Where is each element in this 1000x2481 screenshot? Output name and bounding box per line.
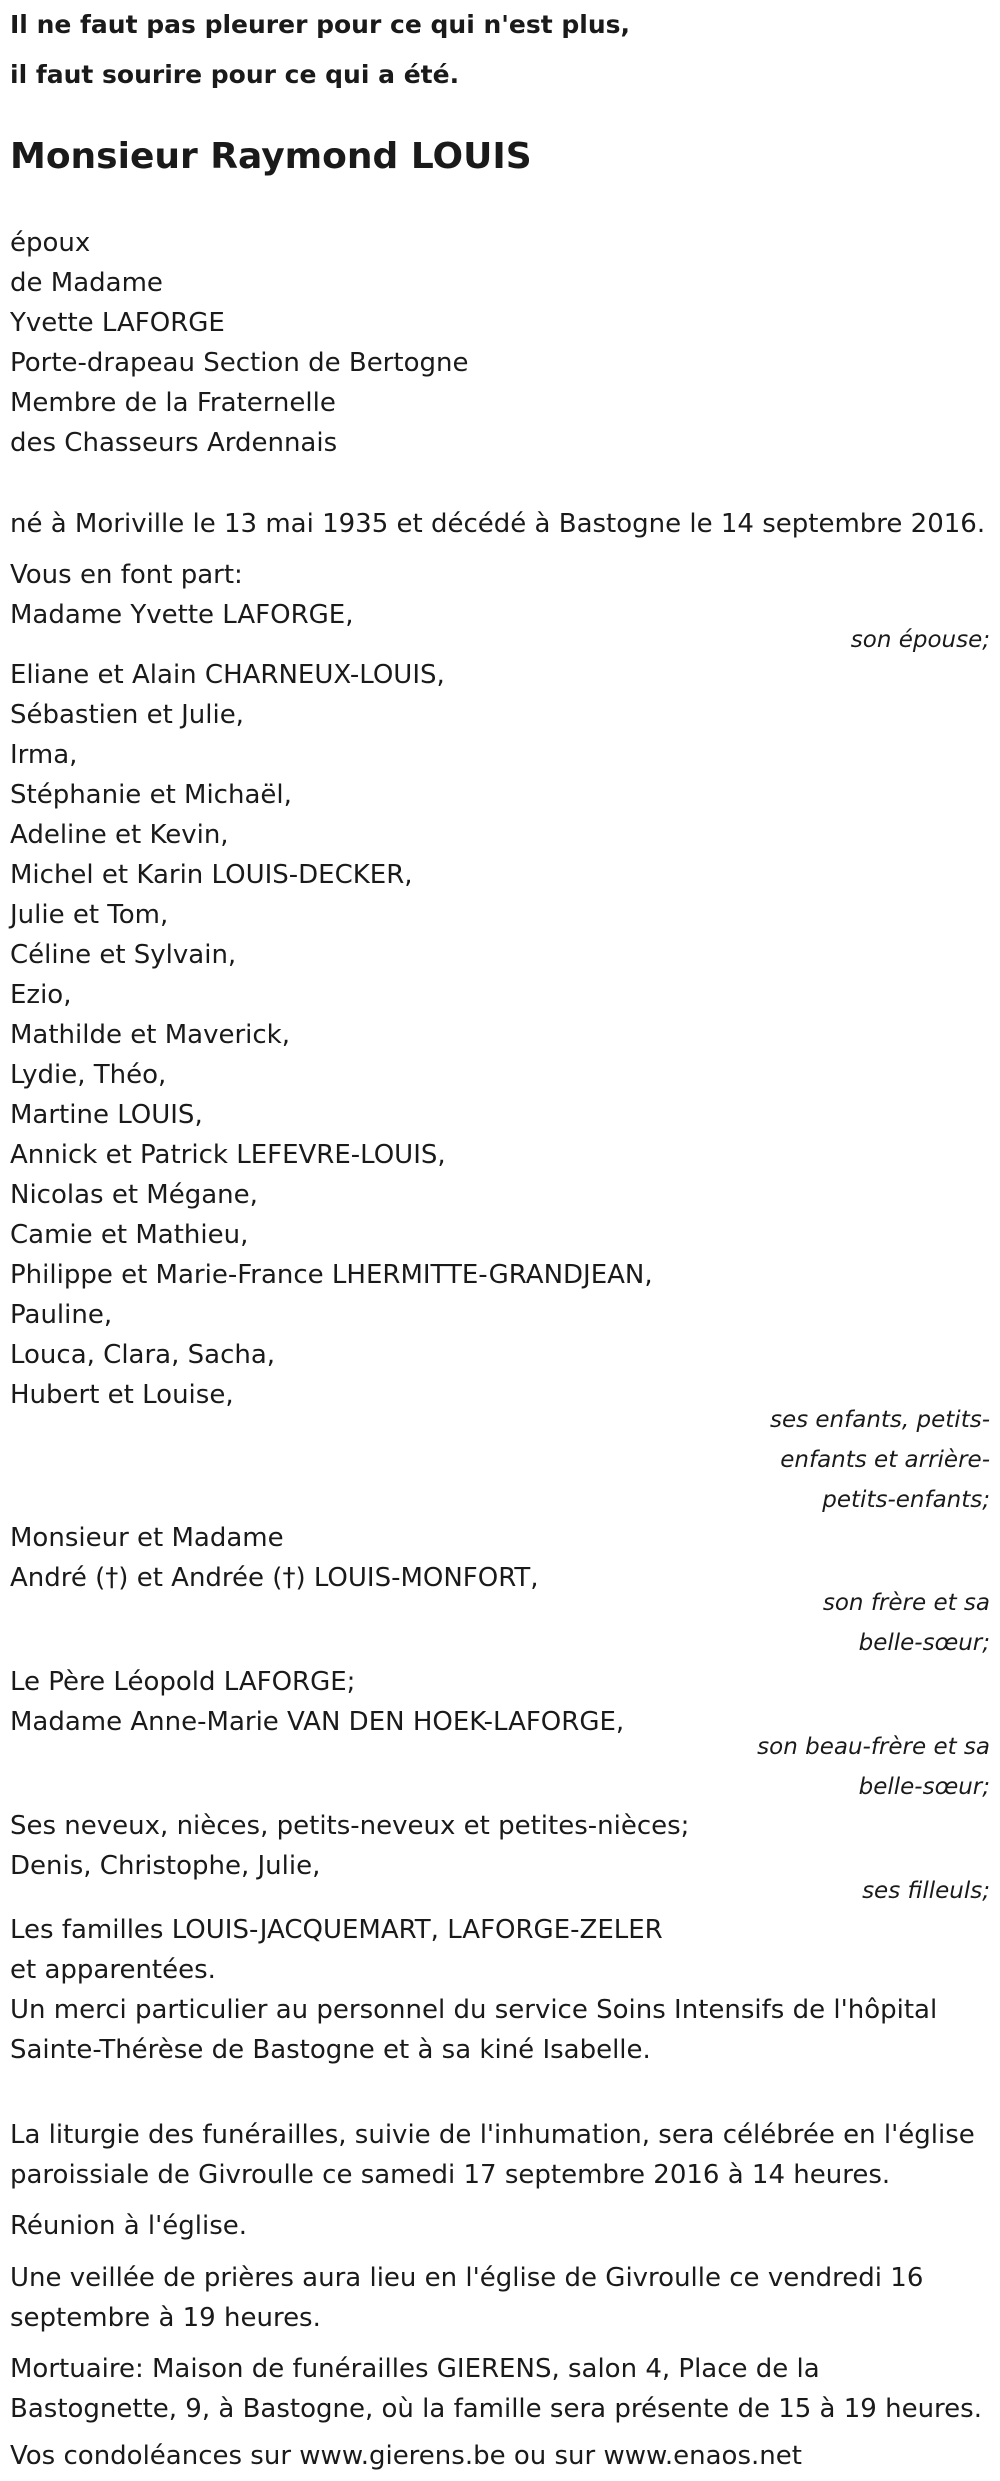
child-line: Lydie, Théo, <box>10 1060 167 1090</box>
reunion-line: Réunion à l'église. <box>10 2211 248 2241</box>
epitaph-line: il faut sourire pour ce qui a été. <box>10 60 460 89</box>
children-role: ses enfants, petits- <box>769 1407 990 1433</box>
condolences-line[interactable]: Vos condoléances sur www.gierens.be ou sur www.enaos.net <box>10 2441 802 2471</box>
child-line: Stéphanie et Michaël, <box>10 780 292 810</box>
inlaws-role: belle-sœur; <box>858 1774 990 1800</box>
child-line: Annick et Patrick LEFEVRE-LOUIS, <box>10 1140 446 1170</box>
child-line: Nicolas et Mégane, <box>10 1180 258 1210</box>
liturgy-line: paroissiale de Givroulle ce samedi 17 septembre 2016 à 14 heures. <box>10 2160 891 2190</box>
child-line: Adeline et Kevin, <box>10 820 229 850</box>
inlaw-line: Madame Anne-Marie VAN DEN HOEK-LAFORGE, <box>10 1707 625 1737</box>
children-role: petits-enfants; <box>822 1487 990 1513</box>
inlaw-line: Le Père Léopold LAFORGE; <box>10 1667 356 1697</box>
child-line: Philippe et Marie-France LHERMITTE-GRANDJEAN, <box>10 1260 653 1290</box>
families-line: Les familles LOUIS-JACQUEMART, LAFORGE-ZELER <box>10 1915 663 1945</box>
child-line: Pauline, <box>10 1300 113 1330</box>
thanks-line: Un merci particulier au personnel du service Soins Intensifs de l'hôpital <box>10 1995 938 2025</box>
child-line: Camie et Mathieu, <box>10 1220 249 1250</box>
siblings-role: belle-sœur; <box>858 1630 990 1656</box>
godchildren-role: ses filleuls; <box>862 1878 990 1904</box>
child-line: Ezio, <box>10 980 72 1010</box>
intro-line: Membre de la Fraternelle <box>10 388 336 418</box>
child-line: Irma, <box>10 740 78 770</box>
child-line: Julie et Tom, <box>10 900 169 930</box>
thanks-line: Sainte-Thérèse de Bastogne et à sa kiné Isabelle. <box>10 2035 651 2065</box>
children-role: enfants et arrière- <box>780 1447 990 1473</box>
sibling-line: Monsieur et Madame <box>10 1523 284 1553</box>
child-line: Sébastien et Julie, <box>10 700 244 730</box>
deceased-name: Monsieur Raymond LOUIS <box>10 136 532 177</box>
intro-line: Yvette LAFORGE <box>10 308 225 338</box>
families-line: et apparentées. <box>10 1955 216 1985</box>
siblings-role: son frère et sa <box>822 1590 990 1616</box>
child-line: Eliane et Alain CHARNEUX-LOUIS, <box>10 660 445 690</box>
intro-line: de Madame <box>10 268 163 298</box>
intro-line: époux <box>10 228 91 258</box>
nephews-line: Ses neveux, nièces, petits-neveux et petites-nièces; <box>10 1811 690 1841</box>
epitaph-line: Il ne faut pas pleurer pour ce qui n'est plus, <box>10 10 631 39</box>
child-line: Mathilde et Maverick, <box>10 1020 290 1050</box>
sibling-line: André (†) et Andrée (†) LOUIS-MONFORT, <box>10 1563 539 1593</box>
vigil-line: Une veillée de prières aura lieu en l'église de Givroulle ce vendredi 16 <box>10 2263 924 2293</box>
birth-death-line: né à Moriville le 13 mai 1935 et décédé à Bastogne le 14 septembre 2016. <box>10 509 986 539</box>
vigil-line: septembre à 19 heures. <box>10 2303 321 2333</box>
part-line: Vous en font part: <box>10 560 243 590</box>
mortuary-line: Mortuaire: Maison de funérailles GIERENS, salon 4, Place de la <box>10 2354 820 2384</box>
intro-line: des Chasseurs Ardennais <box>10 428 338 458</box>
child-line: Martine LOUIS, <box>10 1100 203 1130</box>
child-line: Michel et Karin LOUIS-DECKER, <box>10 860 413 890</box>
child-line: Céline et Sylvain, <box>10 940 237 970</box>
inlaws-role: son beau-frère et sa <box>757 1734 990 1760</box>
liturgy-line: La liturgie des funérailles, suivie de l'inhumation, sera célébrée en l'église <box>10 2120 975 2150</box>
mortuary-line: Bastognette, 9, à Bastogne, où la famille sera présente de 15 à 19 heures. <box>10 2394 982 2424</box>
child-line: Louca, Clara, Sacha, <box>10 1340 276 1370</box>
wife-role: son épouse; <box>850 627 990 653</box>
intro-line: Porte-drapeau Section de Bertogne <box>10 348 469 378</box>
wife-line: Madame Yvette LAFORGE, <box>10 600 354 630</box>
child-line: Hubert et Louise, <box>10 1380 234 1410</box>
godchildren-line: Denis, Christophe, Julie, <box>10 1851 321 1881</box>
